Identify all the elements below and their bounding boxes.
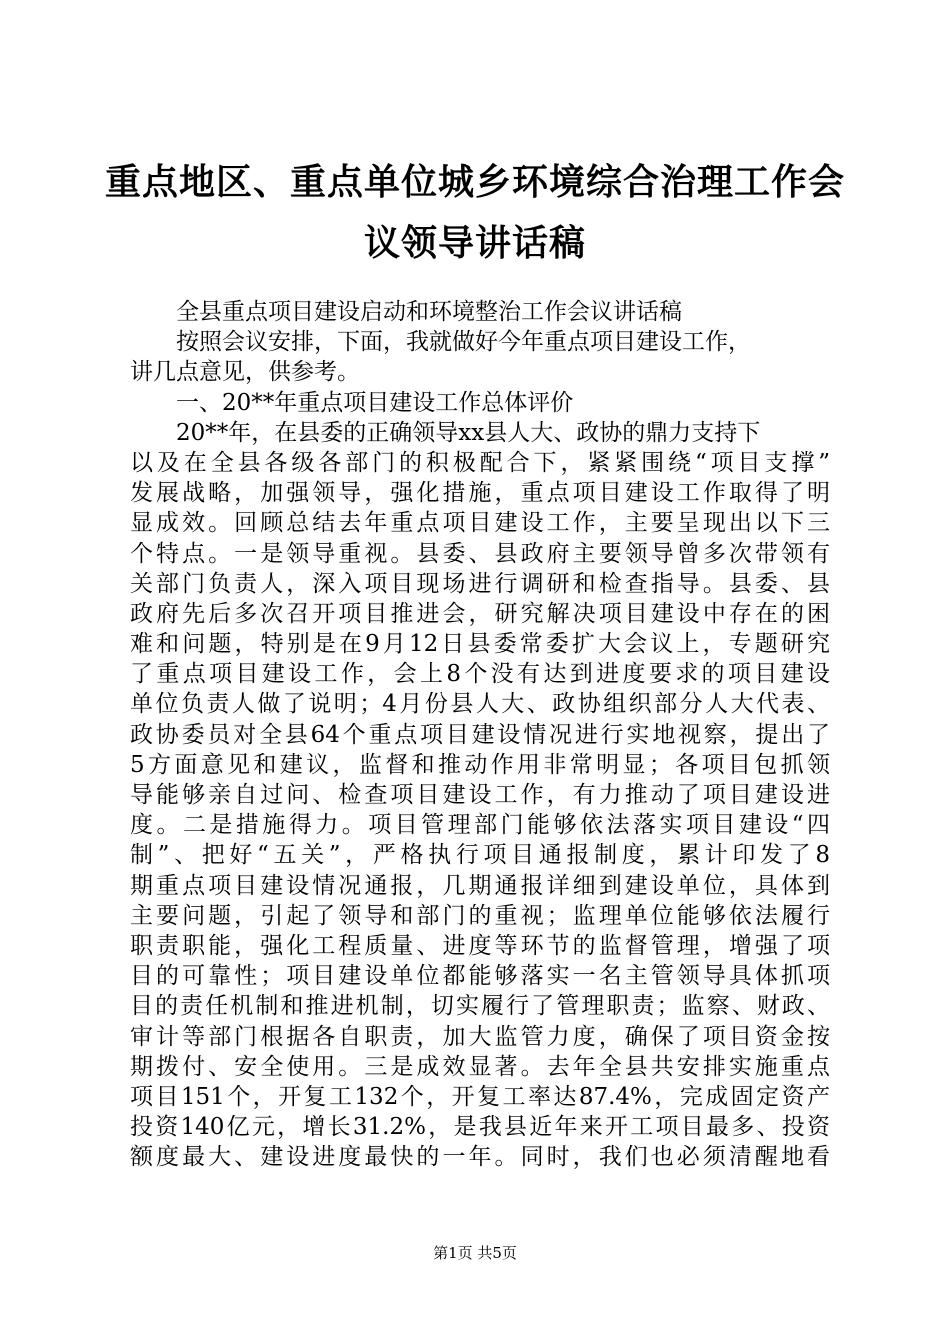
paragraph-line: 政协委员对全县64个重点项目建设情况进行实地视察，提出了 xyxy=(130,721,830,748)
paragraph-line: 期拨付、安全使用。三是成效显著。去年全县共安排实施重点 xyxy=(130,1053,830,1080)
paragraph-line: 期重点项目建设情况通报，几期通报详细到建设单位，具体到 xyxy=(130,872,830,899)
paragraph-line: 额度最大、建设进度最快的一年。同时，我们也必须清醒地看 xyxy=(130,1144,830,1171)
paragraph-line: 发展战略，加强领导，强化措施，重点项目建设工作取得了明 xyxy=(130,480,830,507)
document-title-line-1: 重点地区、重点单位城乡环境综合治理工作会 xyxy=(104,161,845,203)
paragraph-line: 项目151个，开复工132个，开复工率达87.4%，完成固定资产 xyxy=(130,1083,830,1110)
paragraph-line: 审计等部门根据各自职责，加大监管力度，确保了项目资金按 xyxy=(130,1023,830,1050)
subtitle-line: 全县重点项目建设启动和环境整治工作会议讲话稿 xyxy=(176,299,682,325)
section-heading: 一、20**年重点项目建设工作总体评价 xyxy=(176,389,574,416)
paragraph-line: 政府先后多次召开项目推进会，研究解决项目建设中存在的困 xyxy=(130,600,830,627)
paragraph-line: 职责职能，强化工程质量、进度等环节的监督管理，增强了项 xyxy=(130,932,830,959)
paragraph-line: 5方面意见和建议，监督和推动作用非常明显；各项目包抓领 xyxy=(130,751,830,778)
page-number-footer: 第1页 共5页 xyxy=(433,1244,517,1262)
paragraph-line: 制”、把好“五关”，严格执行项目通报制度，累计印发了8 xyxy=(130,842,830,869)
paragraph-line: 以及在全县各级各部门的积极配合下，紧紧围绕“项目支撑” xyxy=(130,449,830,476)
paragraph-line: 导能够亲自过问、检查项目建设工作，有力推动了项目建设进 xyxy=(130,782,830,808)
paragraph-line: 度。二是措施得力。项目管理部门能够依法落实项目建设“四 xyxy=(130,812,830,839)
document-title-line-2: 议领导讲话稿 xyxy=(363,222,586,264)
document-body xyxy=(130,297,830,1172)
paragraph-line: 目的责任机制和推进机制，切实履行了管理职责；监察、财政、 xyxy=(130,993,830,1020)
paragraph-line: 讲几点意见，供参考。 xyxy=(130,359,360,386)
paragraph-line: 按照会议安排，下面，我就做好今年重点项目建设工作， xyxy=(176,329,751,356)
paragraph-line: 20**年，在县委的正确领导xx县人大、政协的鼎力支持下 xyxy=(176,419,761,446)
paragraph-line: 投资140亿元，增长31.2%，是我县近年来开工项目最多、投资 xyxy=(130,1114,830,1141)
paragraph-line: 单位负责人做了说明；4月份县人大、政协组织部分人大代表、 xyxy=(130,691,830,718)
paragraph-line: 了重点项目建设工作，会上8个没有达到进度要求的项目建设 xyxy=(130,661,830,688)
paragraph-line: 个特点。一是领导重视。县委、县政府主要领导曾多次带领有 xyxy=(130,540,830,567)
paragraph-line: 难和问题，特别是在9月12日县委常委扩大会议上，专题研究 xyxy=(130,631,830,658)
paragraph-line: 关部门负责人，深入项目现场进行调研和检查指导。县委、县 xyxy=(130,570,830,597)
paragraph-line: 目的可靠性；项目建设单位都能够落实一名主管领导具体抓项 xyxy=(130,963,830,990)
paragraph-line: 显成效。回顾总结去年重点项目建设工作，主要呈现出以下三 xyxy=(130,510,830,537)
paragraph-line: 主要问题，引起了领导和部门的重视；监理单位能够依法履行 xyxy=(130,902,830,929)
